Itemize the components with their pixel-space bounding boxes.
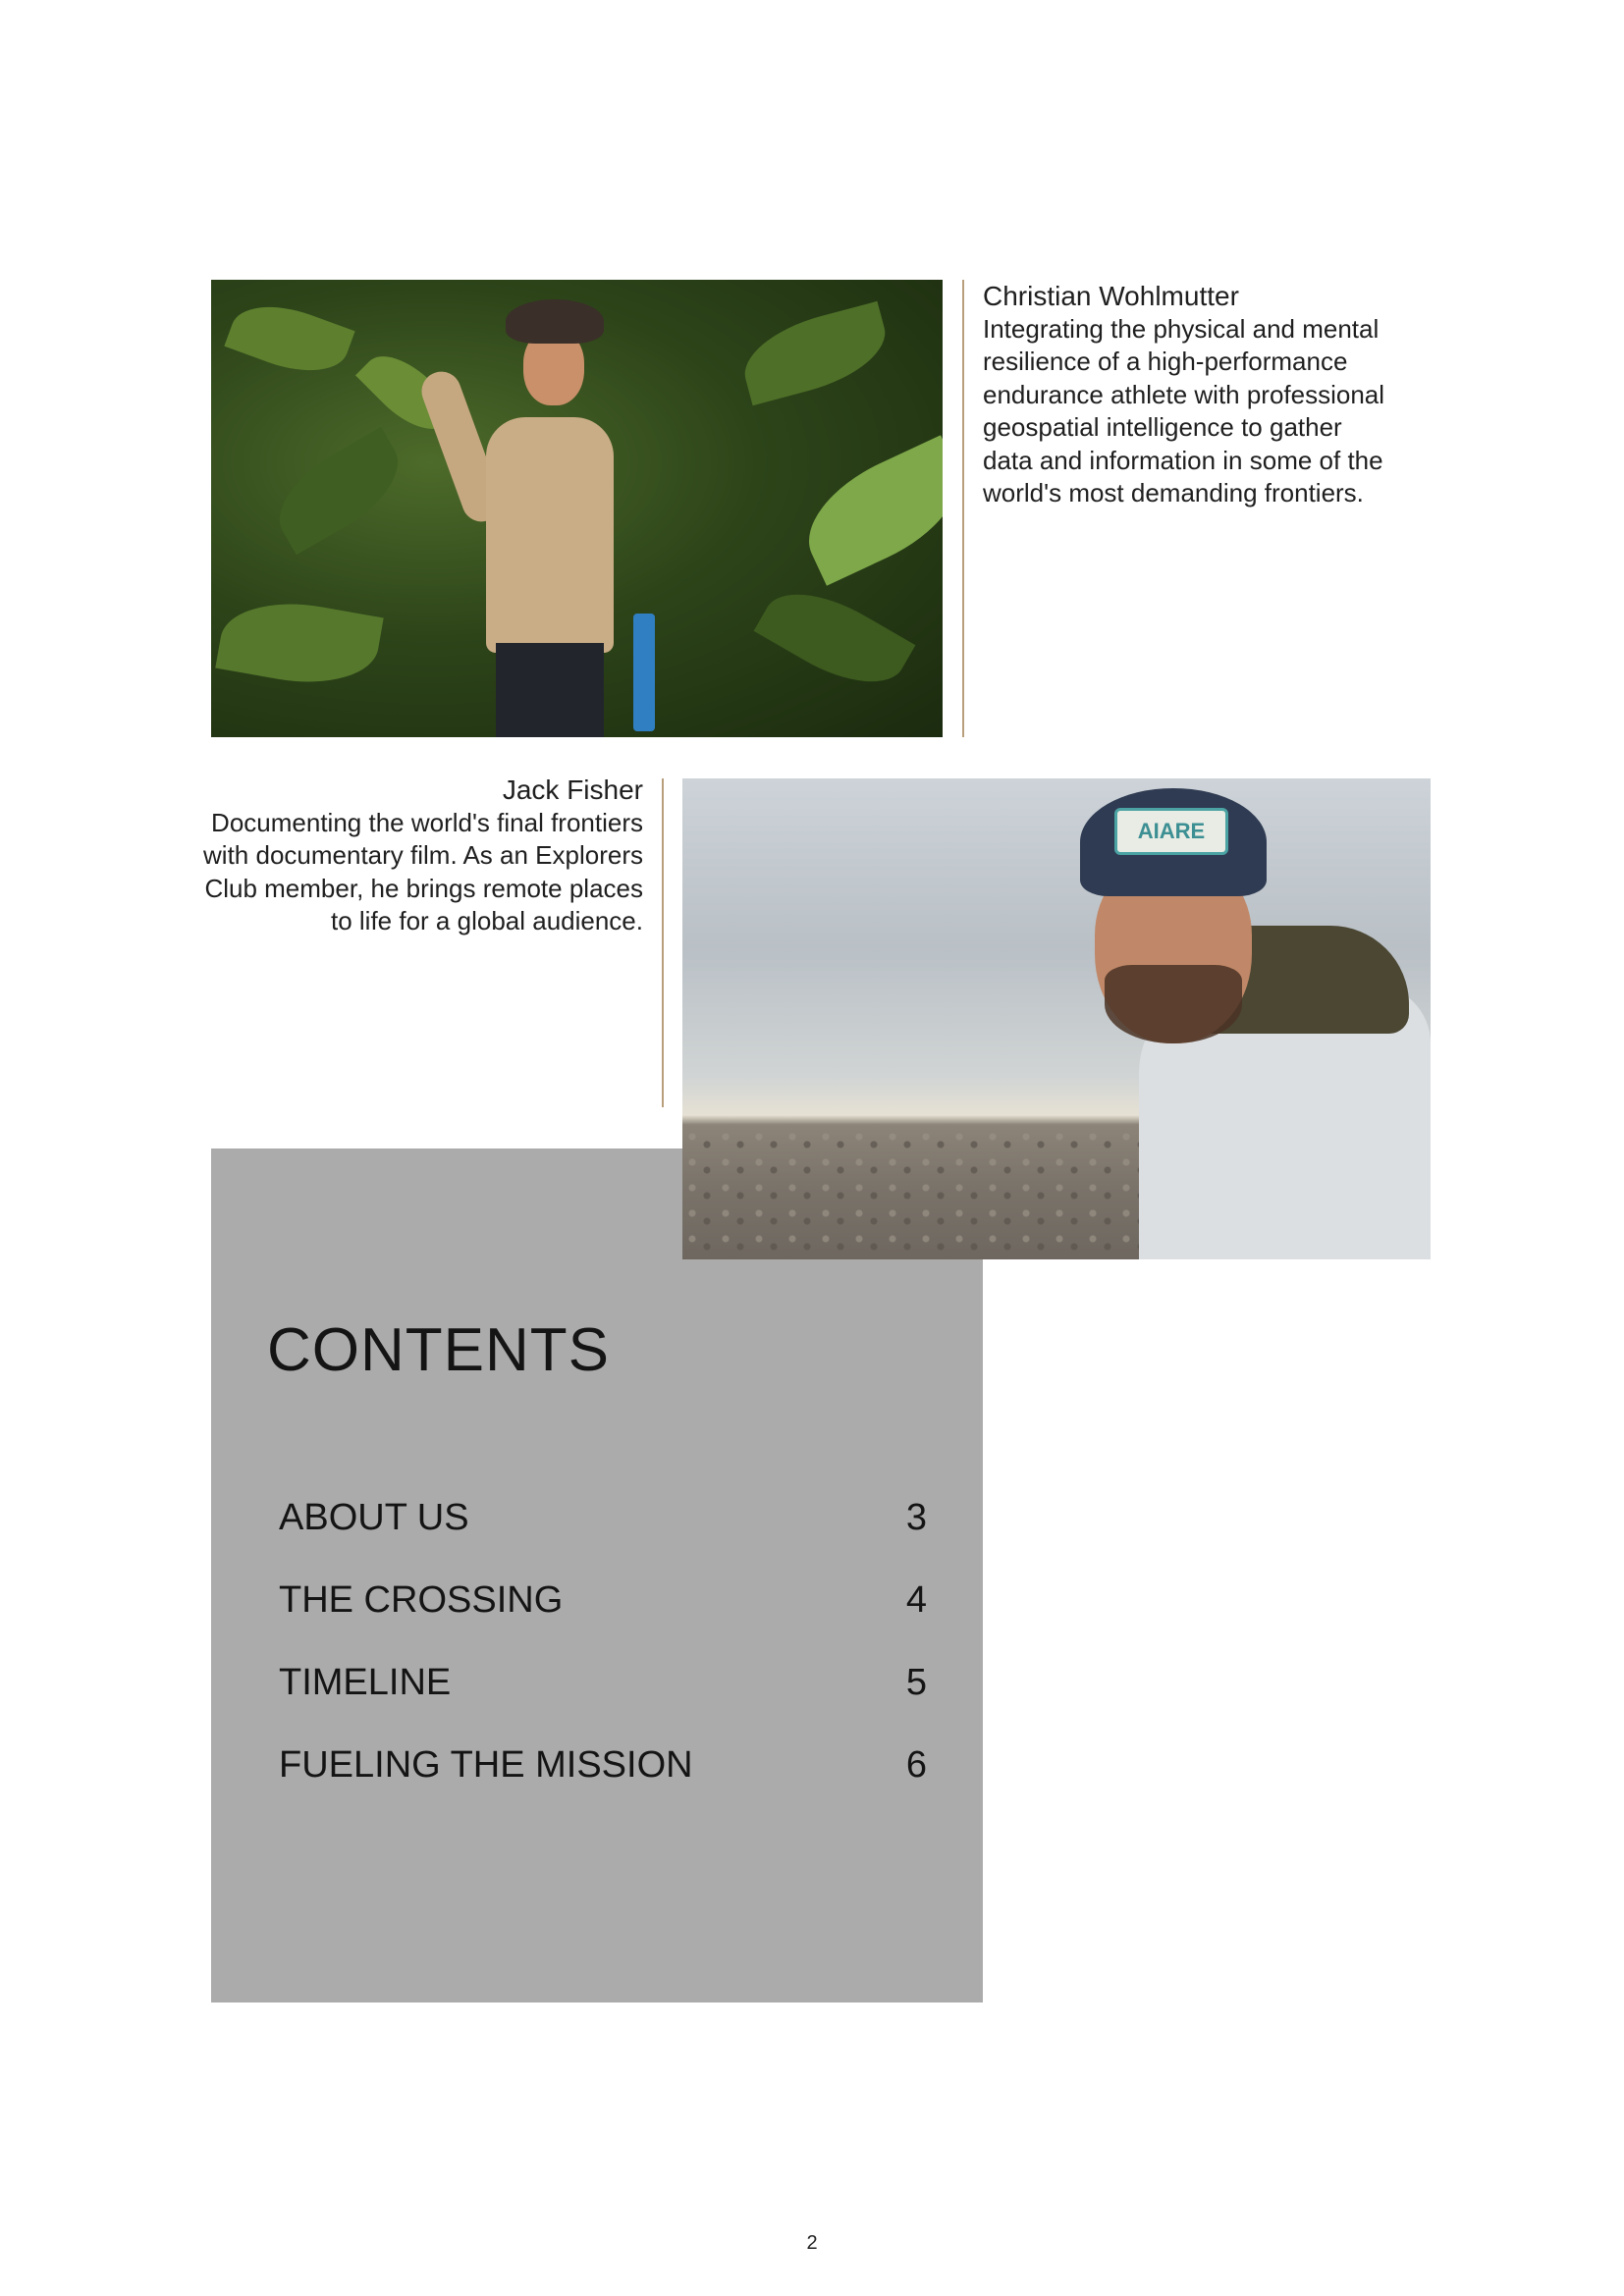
- caption-divider: [662, 778, 664, 1107]
- profile-bio: Integrating the physical and mental resilience of a high-performance endurance athlete with professional geospatial intelligence to gather data and information in some of the world's most demanding frontiers.: [983, 313, 1385, 507]
- christian-photo: [211, 280, 943, 737]
- toc-item-label: ABOUT US: [279, 1497, 469, 1538]
- toc-item-page: 6: [905, 1744, 927, 1786]
- christian-caption: [983, 280, 1395, 510]
- toc-item[interactable]: [279, 1497, 927, 1546]
- page-number: 2: [806, 2232, 818, 2254]
- toc-item-page: 3: [905, 1497, 927, 1538]
- cap-logo: AIARE: [1114, 808, 1228, 855]
- contents-panel: [211, 1148, 983, 2002]
- toc-item-label: TIMELINE: [279, 1662, 452, 1703]
- profile-bio: Documenting the world's final frontiers with documentary film. As an Explorers Club member, he brings remote places to life for a global audience.: [203, 807, 643, 935]
- toc-item-page: 5: [905, 1662, 927, 1703]
- profile-name: Christian Wohlmutter: [983, 281, 1239, 311]
- toc-item[interactable]: [279, 1744, 927, 1793]
- caption-divider: [962, 280, 964, 737]
- toc-item-label: FUELING THE MISSION: [279, 1744, 693, 1786]
- toc-item[interactable]: [279, 1579, 927, 1629]
- jack-photo: [682, 778, 1431, 1259]
- contents-title: CONTENTS: [267, 1316, 610, 1384]
- profile-name: Jack Fisher: [502, 774, 643, 805]
- toc-item-label: THE CROSSING: [279, 1579, 564, 1621]
- toc-item[interactable]: [279, 1662, 927, 1711]
- toc-item-page: 4: [905, 1579, 927, 1621]
- jack-caption: [196, 774, 643, 938]
